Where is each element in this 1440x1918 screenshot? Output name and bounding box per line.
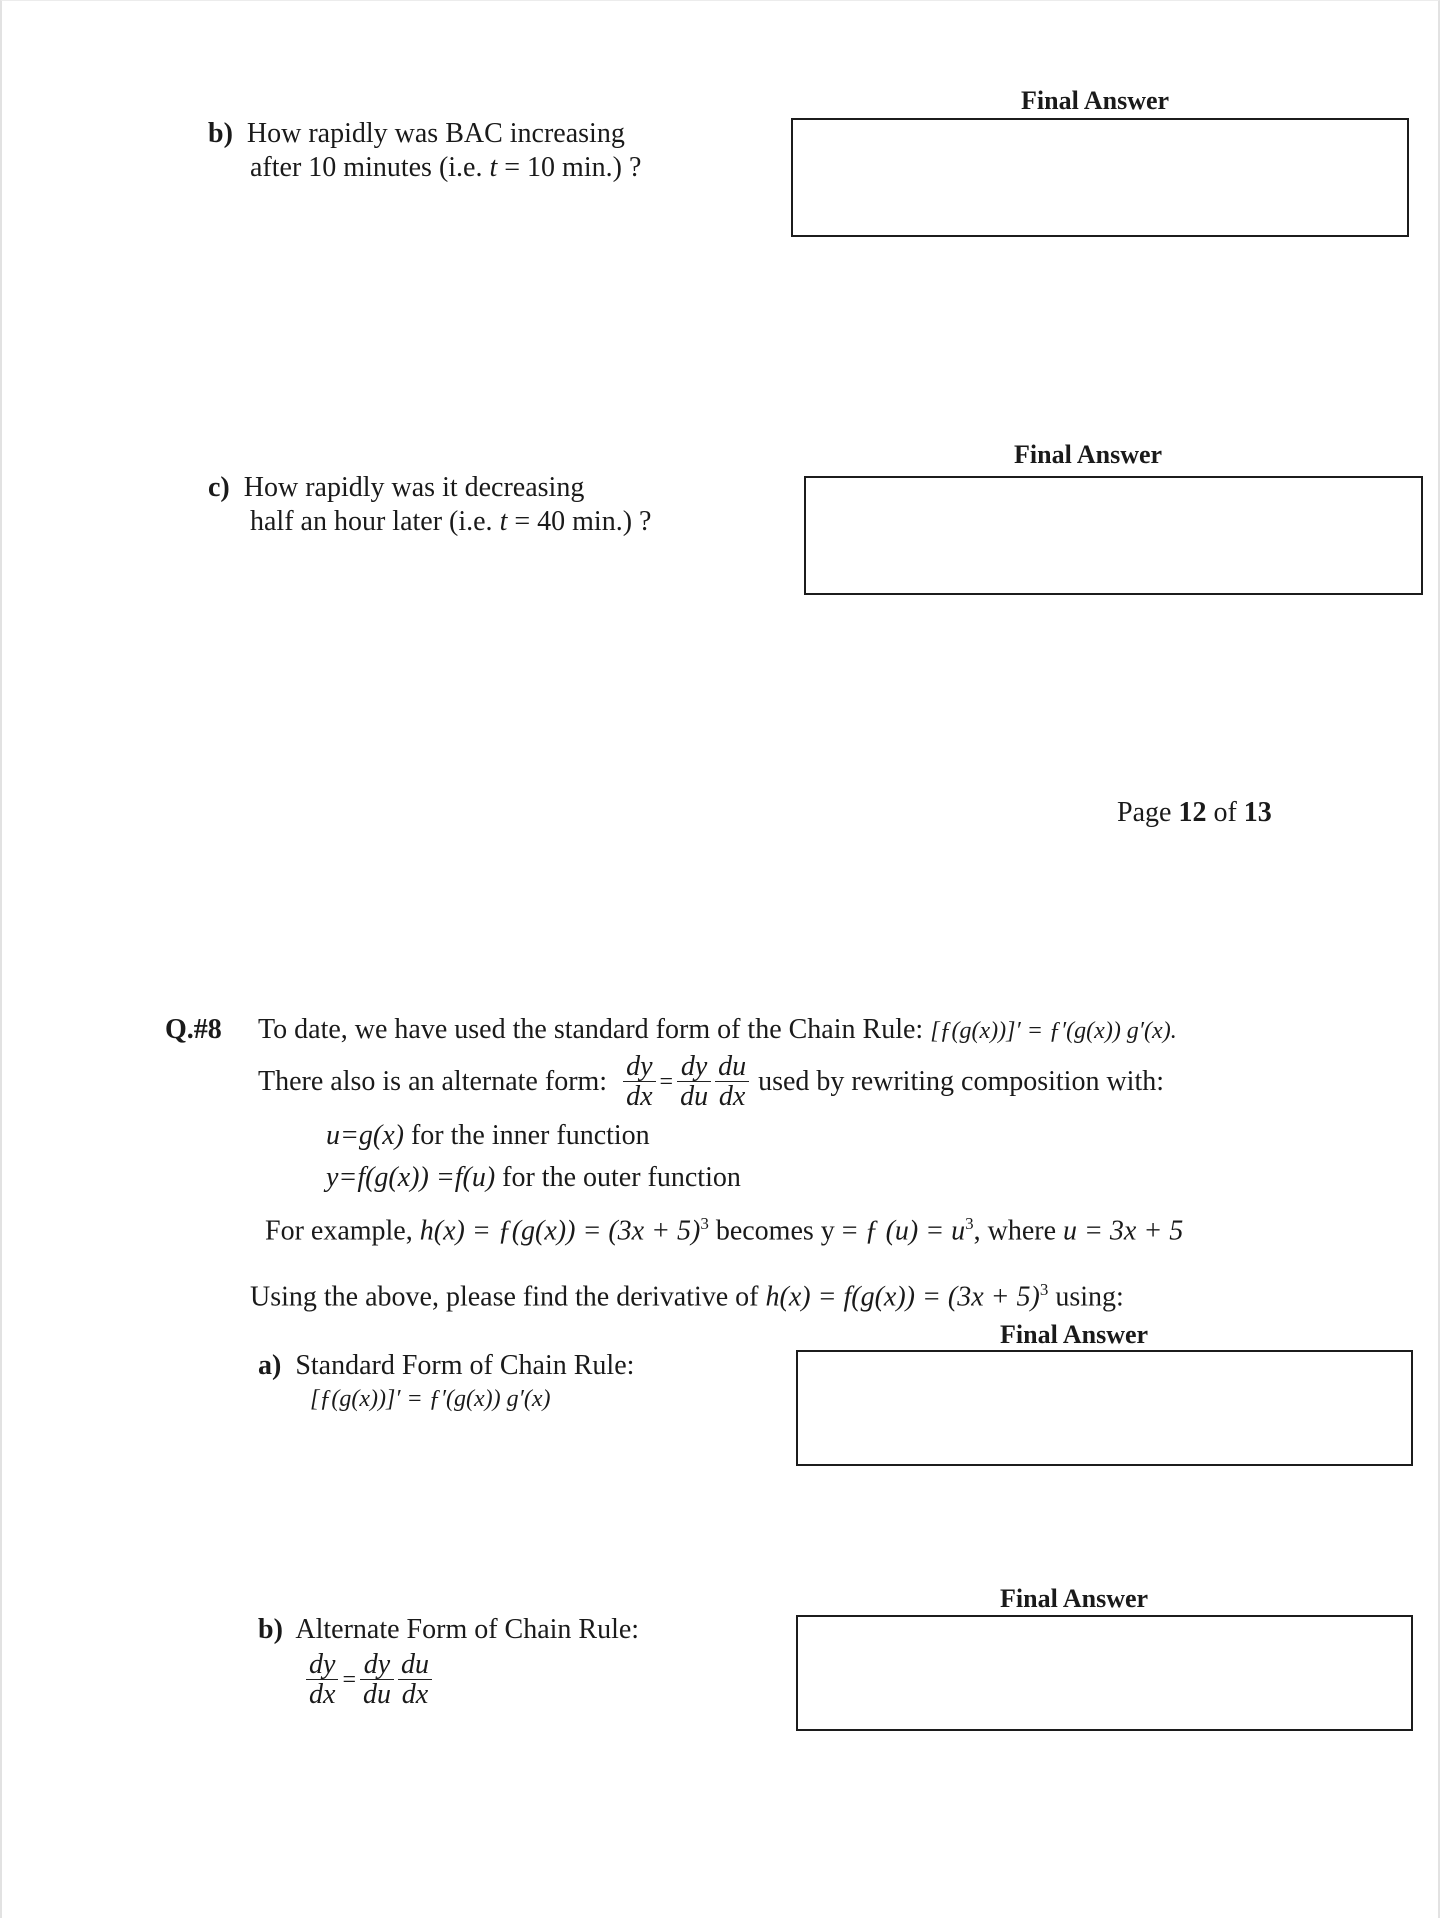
page-number: Page 12 of 13 bbox=[1117, 797, 1272, 828]
example-line: For example, h(x) = ƒ(g(x)) = $(3x + 5)^3$ becomes y = ƒ $(u) = u^3$, where u = 3x + 5 bbox=[265, 1214, 1184, 1247]
part-b-prev-question bbox=[208, 118, 625, 150]
fraction-du-dx: $\frac{du}{dx}$ bbox=[715, 1052, 749, 1112]
answer-box[interactable] bbox=[796, 1350, 1413, 1466]
final-answer-label: Final Answer bbox=[1014, 440, 1163, 469]
fraction-dy-dx: $\frac{dy}{dx}$ bbox=[623, 1052, 655, 1112]
q8-part-a-formula: [ƒ(g(x))]′ = ƒ′(g(x)) g′(x) bbox=[310, 1386, 551, 1412]
answer-box[interactable] bbox=[804, 476, 1423, 595]
part-b-prev-line2: after 10 minutes (i.e. t = 10 min.) ? bbox=[250, 152, 642, 183]
fraction-dy-dx: $\frac{dy}{dx}$ bbox=[306, 1650, 338, 1710]
q8-part-b-formula: $\frac{dy}{dx}$ = $\frac{dy}{du}$ $\frac{du}{dx}$ bbox=[304, 1650, 434, 1710]
q8-intro: To date, we have used the standard form of the Chain Rule: [ƒ(g(x))]′ = ƒ′(g(x)) g′(x). bbox=[258, 1014, 1177, 1045]
q8-part-b-title: b) Alternate Form of Chain Rule: bbox=[258, 1614, 640, 1645]
q8-part-a-title: a) Standard Form of Chain Rule: bbox=[258, 1350, 635, 1381]
final-answer-label: Final Answer bbox=[1000, 1584, 1149, 1613]
part-letter: c) bbox=[208, 472, 230, 503]
part-c-prev-question bbox=[208, 472, 584, 504]
part-line1: How rapidly was it decreasing bbox=[243, 472, 585, 503]
inner-function-line: u=g(x) for the inner function bbox=[326, 1120, 650, 1151]
answer-box[interactable] bbox=[791, 118, 1409, 237]
answer-box[interactable] bbox=[796, 1615, 1413, 1731]
fraction-dy-du: $\frac{dy}{du}$ bbox=[360, 1650, 394, 1710]
fraction-du-dx: $\frac{du}{dx}$ bbox=[398, 1650, 432, 1710]
part-letter: b) bbox=[208, 118, 233, 149]
final-answer-label: Final Answer bbox=[1021, 86, 1170, 115]
alternate-form-line: There also is an alternate form: $\frac{dy}{dx}$ = $\frac{dy}{du}$ $\frac{du}{dx}$ used by rewriting composition with: bbox=[258, 1051, 1165, 1113]
instruction-line: Using the above, please find the derivative of $h(x) = f(g(x)) = (3x + 5)^3$ using: bbox=[250, 1280, 1124, 1313]
fraction-dy-du: $\frac{dy}{du}$ bbox=[677, 1052, 711, 1112]
outer-function-line: y=f(g(x)) =f(u) for the outer function bbox=[326, 1162, 741, 1193]
part-c-prev-line2: half an hour later (i.e. t = 40 min.) ? bbox=[250, 506, 652, 537]
final-answer-label: Final Answer bbox=[1000, 1320, 1149, 1349]
part-line1: How rapidly was BAC increasing bbox=[246, 118, 625, 149]
chain-rule-standard: [ƒ(g(x))]′ = ƒ′(g(x)) g′(x). bbox=[930, 1018, 1177, 1044]
question-number: Q.#8 bbox=[165, 1014, 222, 1045]
